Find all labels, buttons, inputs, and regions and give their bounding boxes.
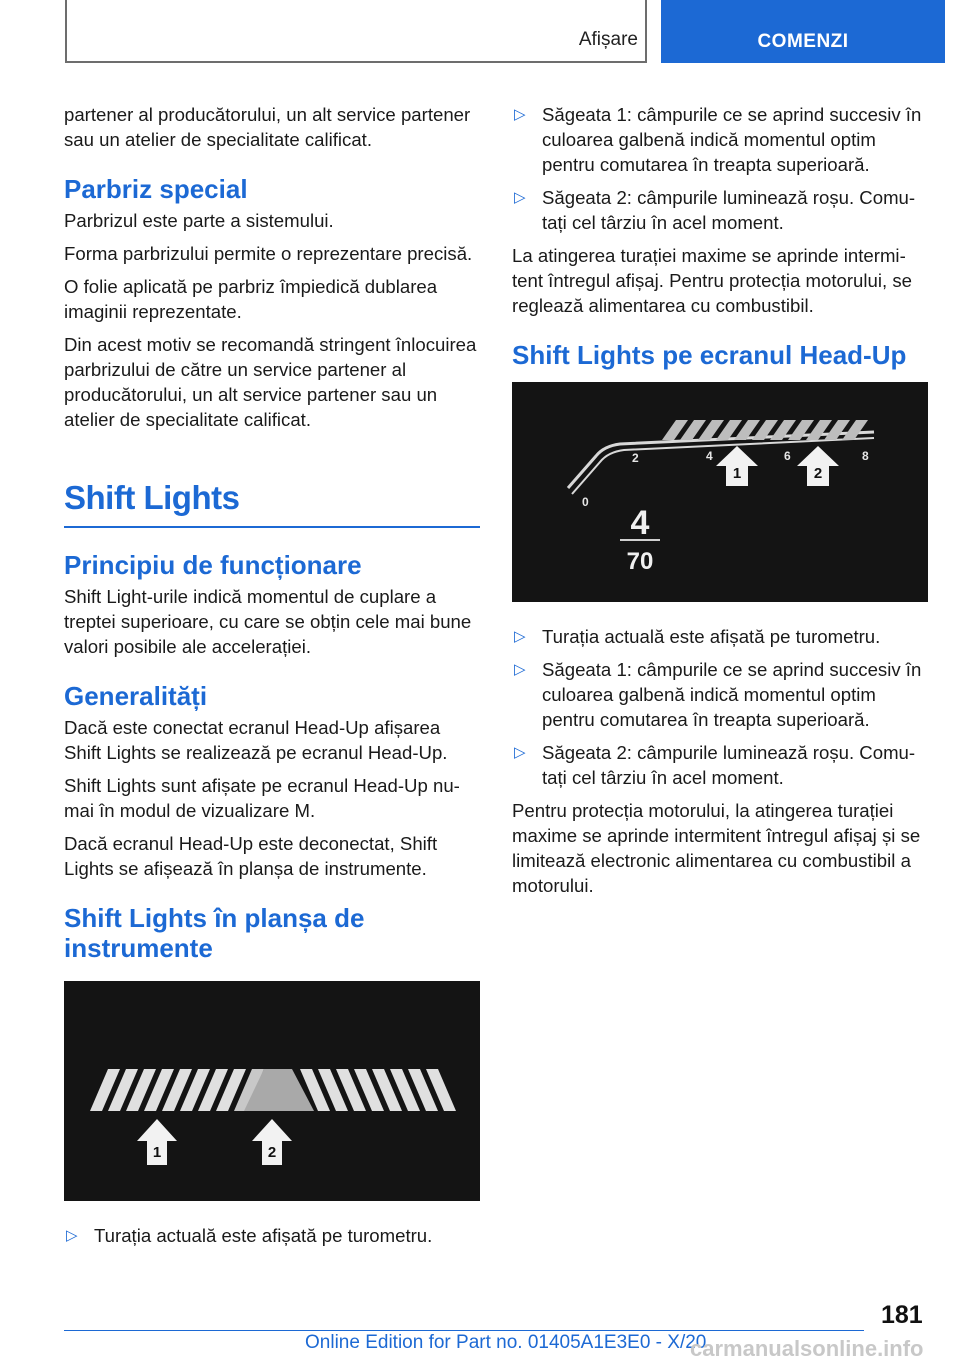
hud-shift-segments bbox=[662, 420, 868, 440]
arrow-2-label: 2 bbox=[813, 465, 823, 482]
paragraph: Din acest motiv se recomandă stringent înlocuirea parbrizului de către un service partener al producătorului, un alt service partener sau un atelier de specialitate calificat. bbox=[64, 334, 477, 430]
paragraph: O folie aplicată pe parbriz împiedică dublarea imaginii reprezentate. bbox=[64, 276, 438, 322]
paragraph: La atingerea turației maxime se aprinde intermitent întregul afișaj. Pentru protecția motorului, se reglează alimentarea cu combustibil. bbox=[512, 245, 912, 316]
triangle-right-outline-icon: ▷ bbox=[66, 1227, 78, 1244]
triangle-right-outline-icon: ▷ bbox=[514, 189, 526, 206]
tick-6: 6 bbox=[784, 449, 791, 463]
heading-generalitati: Generalități bbox=[64, 681, 208, 711]
heading-plansa-instrumente: Shift Lights în planșa de instrumente bbox=[64, 903, 365, 963]
edition-note: Online Edition for Part no. 01405A1E3E0 - X/20 bbox=[305, 1332, 707, 1353]
tick-4: 4 bbox=[706, 449, 713, 463]
list-item bbox=[512, 624, 928, 649]
intro-paragraph: partener al producătorului, un alt service partener sau un atelier de specialitate calificat. bbox=[64, 104, 471, 150]
list-item bbox=[512, 102, 928, 177]
arrow-1-label: 1 bbox=[152, 1144, 162, 1161]
head-up-display-figure bbox=[512, 382, 928, 602]
list-item-text: Săgeata 1: câmpurile ce se aprind succesiv în culoarea galbenă indică momentul optim pentru comutarea în treapta superioară. bbox=[542, 659, 922, 730]
section-title: Afișare bbox=[578, 29, 638, 50]
header-frame bbox=[65, 0, 647, 63]
chapter-tab[interactable]: COMENZI bbox=[661, 0, 945, 63]
triangle-right-outline-icon: ▷ bbox=[514, 661, 526, 678]
watermark: carmanualsonline.info bbox=[690, 1336, 924, 1361]
list-item-text: Săgeata 2: câmpurile luminează roșu. Comutați cel târziu în acel moment. bbox=[542, 187, 916, 233]
paragraph: Pentru protecția motorului, la atingerea turației maxime se aprinde intermitent întregul afișaj și se limitează electronic alimentarea cu combustibil a motorului. bbox=[512, 800, 921, 896]
heading-shift-lights-hud: Shift Lights pe ecranul Head-Up bbox=[512, 340, 907, 370]
tick-0: 0 bbox=[582, 495, 589, 509]
arrow-2-label: 2 bbox=[267, 1144, 277, 1161]
paragraph: Dacă este conectat ecranul Head-Up afișarea Shift Lights se realizează pe ecranul Head-Up. bbox=[64, 717, 448, 763]
heading-shift-lights: Shift Lights bbox=[64, 478, 480, 528]
gear-readout: 4 bbox=[630, 504, 650, 542]
footer-divider bbox=[64, 1330, 864, 1331]
right-column bbox=[512, 102, 928, 906]
tick-8: 8 bbox=[862, 449, 869, 463]
speed-readout: 70 bbox=[626, 548, 654, 575]
triangle-right-outline-icon: ▷ bbox=[514, 744, 526, 761]
left-column bbox=[64, 102, 480, 1256]
instrument-cluster-figure bbox=[64, 981, 480, 1201]
paragraph: Shift Lights sunt afișate pe ecranul Head-Up numai în modul de vizualizare M. bbox=[64, 775, 460, 821]
list-item-text: Săgeata 1: câmpurile ce se aprind succesiv în culoarea galbenă indică momentul optim pentru comutarea în treapta superioară. bbox=[542, 104, 922, 175]
list-item-text: Turația actuală este afișată pe turometru. bbox=[94, 1225, 433, 1246]
heading-parbriz-special: Parbriz special bbox=[64, 174, 248, 204]
hud-illustration bbox=[512, 382, 928, 602]
triangle-right-outline-icon: ▷ bbox=[514, 106, 526, 123]
cluster-illustration bbox=[64, 981, 480, 1201]
list-item-text: Turația actuală este afișată pe turometru. bbox=[542, 626, 881, 647]
paragraph: Dacă ecranul Head-Up este deconectat, Shift Lights se afișează în planșa de instrumente. bbox=[64, 833, 438, 879]
list-item bbox=[512, 740, 928, 790]
tick-2: 2 bbox=[632, 451, 639, 465]
list-item bbox=[512, 657, 928, 732]
paragraph: Parbrizul este parte a sistemului. bbox=[64, 210, 334, 231]
arrow-1-label: 1 bbox=[732, 465, 742, 482]
heading-principiu: Principiu de funcționare bbox=[64, 550, 362, 580]
list-item bbox=[64, 1223, 480, 1248]
list-item bbox=[512, 185, 928, 235]
shift-light-segments bbox=[90, 1069, 264, 1111]
triangle-right-outline-icon: ▷ bbox=[514, 628, 526, 645]
page-number: 181 bbox=[881, 1301, 923, 1329]
list-item-text: Săgeata 2: câmpurile luminează roșu. Comutați cel târziu în acel moment. bbox=[542, 742, 916, 788]
paragraph: Forma parbrizului permite o reprezentare precisă. bbox=[64, 243, 473, 264]
shift-light-segments-right bbox=[300, 1069, 456, 1111]
paragraph: Shift Light-urile indică momentul de cuplare a treptei superioare, cu care se obțin cele mai bune valori posibile ale accelerației. bbox=[64, 586, 472, 657]
